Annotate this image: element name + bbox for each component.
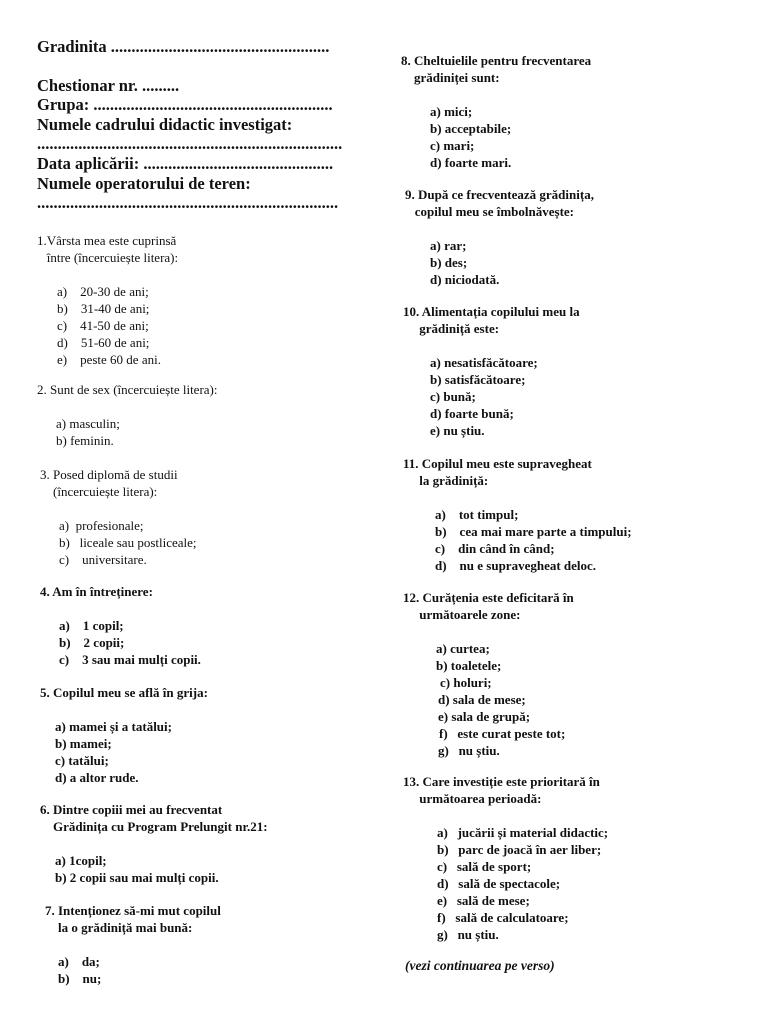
- q1-option-a[interactable]: a) 20-30 de ani;: [57, 284, 149, 299]
- q13-option-b[interactable]: b) parc de joacă în aer liber;: [437, 842, 602, 857]
- q12-option-d[interactable]: d) sala de mese;: [438, 692, 526, 707]
- q13-option-c[interactable]: c) sală de sport;: [437, 859, 532, 874]
- q12-option-a[interactable]: a) curtea;: [436, 641, 490, 656]
- q11-option-c[interactable]: c) din când în când;: [435, 541, 555, 556]
- q2-option-a[interactable]: a) masculin;: [56, 416, 120, 431]
- q4-option-b[interactable]: b) 2 copii;: [59, 635, 125, 650]
- q7-option-b[interactable]: b) nu;: [58, 971, 102, 986]
- question-1-title: 1.Vârsta mea este cuprinsă: [37, 233, 177, 248]
- teacher-name-label: Numele cadrului didactic investigat:: [37, 115, 293, 134]
- teacher-name-dots: ..........................................................................: [37, 134, 343, 153]
- q5-option-d[interactable]: d) a altor rude.: [55, 770, 139, 785]
- operator-name-dots: .........................................................................: [37, 193, 339, 212]
- q4-option-c[interactable]: c) 3 sau mai mulți copii.: [59, 652, 201, 667]
- question-11-title: 11. Copilul meu este supravegheat: [403, 456, 592, 471]
- kindergarten-field: Gradinita .....................................................: [37, 37, 330, 56]
- group-field: Grupa: ..........................................................: [37, 95, 333, 114]
- question-5: [40, 684, 208, 786]
- question-1-subtitle: între (încercuiește litera):: [37, 250, 179, 265]
- questionnaire-number-field: Chestionar nr. .........: [37, 76, 180, 95]
- q10-option-c[interactable]: c) bună;: [430, 389, 476, 404]
- question-12-title: 12. Curățenia este deficitară în: [403, 590, 574, 605]
- q11-option-a[interactable]: a) tot timpul;: [435, 507, 519, 522]
- question-12: [403, 589, 574, 759]
- question-8: [401, 52, 591, 171]
- question-11: [403, 455, 632, 574]
- operator-name-label: Numele operatorului de teren:: [37, 174, 251, 193]
- question-9: [405, 186, 594, 288]
- q10-option-a[interactable]: a) nesatisfăcătoare;: [430, 355, 538, 370]
- q12-option-f[interactable]: f) este curat peste tot;: [439, 726, 566, 741]
- question-4-title: 4. Am în întreținere:: [40, 584, 153, 599]
- question-3-subtitle: (încercuiește litera):: [40, 484, 158, 499]
- q13-option-g[interactable]: g) nu știu.: [437, 927, 499, 942]
- q7-option-a[interactable]: a) da;: [58, 954, 100, 969]
- continued-overleaf-note: (vezi continuarea pe verso): [405, 958, 555, 973]
- question-2: [37, 381, 218, 449]
- question-2-title: 2. Sunt de sex (încercuiește litera):: [37, 382, 218, 397]
- question-6: [40, 801, 268, 886]
- q3-option-b[interactable]: b) liceale sau postliceale;: [59, 535, 197, 550]
- q1-option-c[interactable]: c) 41-50 de ani;: [57, 318, 149, 333]
- q11-option-d[interactable]: d) nu e supravegheat deloc.: [435, 558, 597, 573]
- question-8-subtitle: grădiniței sunt:: [401, 70, 500, 85]
- q13-option-e[interactable]: e) sală de mese;: [437, 893, 530, 908]
- question-3-title: 3. Posed diplomă de studii: [40, 467, 178, 482]
- question-4: [40, 583, 201, 668]
- q9-option-d[interactable]: d) niciodată.: [430, 272, 500, 287]
- question-9-title: 9. După ce frecventează grădinița,: [405, 187, 594, 202]
- q12-option-e[interactable]: e) sala de grupă;: [438, 709, 531, 724]
- q12-option-g[interactable]: g) nu știu.: [438, 743, 500, 758]
- question-1: [37, 232, 178, 368]
- question-5-title: 5. Copilul meu se află în grija:: [40, 685, 208, 700]
- q10-option-e[interactable]: e) nu știu.: [430, 423, 485, 438]
- q11-option-b[interactable]: b) cea mai mare parte a timpului;: [435, 524, 632, 539]
- q3-option-a[interactable]: a) profesionale;: [59, 518, 144, 533]
- question-11-subtitle: la grădiniță:: [403, 473, 489, 488]
- q1-option-e[interactable]: e) peste 60 de ani.: [57, 352, 161, 367]
- q9-option-b[interactable]: b) des;: [430, 255, 468, 270]
- q12-option-c[interactable]: c) holuri;: [440, 675, 492, 690]
- application-date-field: Data aplicării: ..............................................: [37, 154, 334, 173]
- question-10-title: 10. Alimentația copilului meu la: [403, 304, 580, 319]
- question-9-subtitle: copilul meu se îmbolnăvește:: [405, 204, 574, 219]
- q13-option-a[interactable]: a) jucării și material didactic;: [437, 825, 609, 840]
- q13-option-d[interactable]: d) sală de spectacole;: [437, 876, 561, 891]
- question-10-subtitle: grădiniță este:: [403, 321, 500, 336]
- q3-option-c[interactable]: c) universitare.: [59, 552, 147, 567]
- question-6-title: 6. Dintre copiii mei au frecventat: [40, 802, 223, 817]
- q10-option-b[interactable]: b) satisfăcătoare;: [430, 372, 526, 387]
- q5-option-b[interactable]: b) mamei;: [55, 736, 112, 751]
- q8-option-d[interactable]: d) foarte mari.: [430, 155, 512, 170]
- question-10: [403, 303, 580, 439]
- q8-option-b[interactable]: b) acceptabile;: [430, 121, 512, 136]
- question-6-subtitle: Grădinița cu Program Prelungit nr.21:: [40, 819, 268, 834]
- q2-option-b[interactable]: b) feminin.: [56, 433, 114, 448]
- q13-option-f[interactable]: f) sală de calculatoare;: [437, 910, 569, 925]
- q9-option-a[interactable]: a) rar;: [430, 238, 467, 253]
- q5-option-c[interactable]: c) tatălui;: [55, 753, 109, 768]
- question-7-subtitle: la o grădiniță mai bună:: [45, 920, 193, 935]
- q12-option-b[interactable]: b) toaletele;: [436, 658, 502, 673]
- q8-option-a[interactable]: a) mici;: [430, 104, 473, 119]
- question-13-subtitle: următoarea perioadă:: [403, 791, 542, 806]
- q10-option-d[interactable]: d) foarte bună;: [430, 406, 514, 421]
- q4-option-a[interactable]: a) 1 copil;: [59, 618, 124, 633]
- q5-option-a[interactable]: a) mamei și a tatălui;: [55, 719, 172, 734]
- question-8-title: 8. Cheltuielile pentru frecventarea: [401, 53, 592, 68]
- q8-option-c[interactable]: c) mari;: [430, 138, 475, 153]
- question-13: [403, 773, 608, 943]
- question-7-title: 7. Intenționez să-mi mut copilul: [45, 903, 221, 918]
- question-13-title: 13. Care investiție este prioritară în: [403, 774, 600, 789]
- q1-option-d[interactable]: d) 51-60 de ani;: [57, 335, 150, 350]
- question-3: [40, 466, 197, 568]
- q1-option-b[interactable]: b) 31-40 de ani;: [57, 301, 150, 316]
- q6-option-a[interactable]: a) 1copil;: [55, 853, 107, 868]
- question-12-subtitle: următoarele zone:: [403, 607, 521, 622]
- question-7: [45, 902, 221, 987]
- q6-option-b[interactable]: b) 2 copii sau mai mulți copii.: [55, 870, 219, 885]
